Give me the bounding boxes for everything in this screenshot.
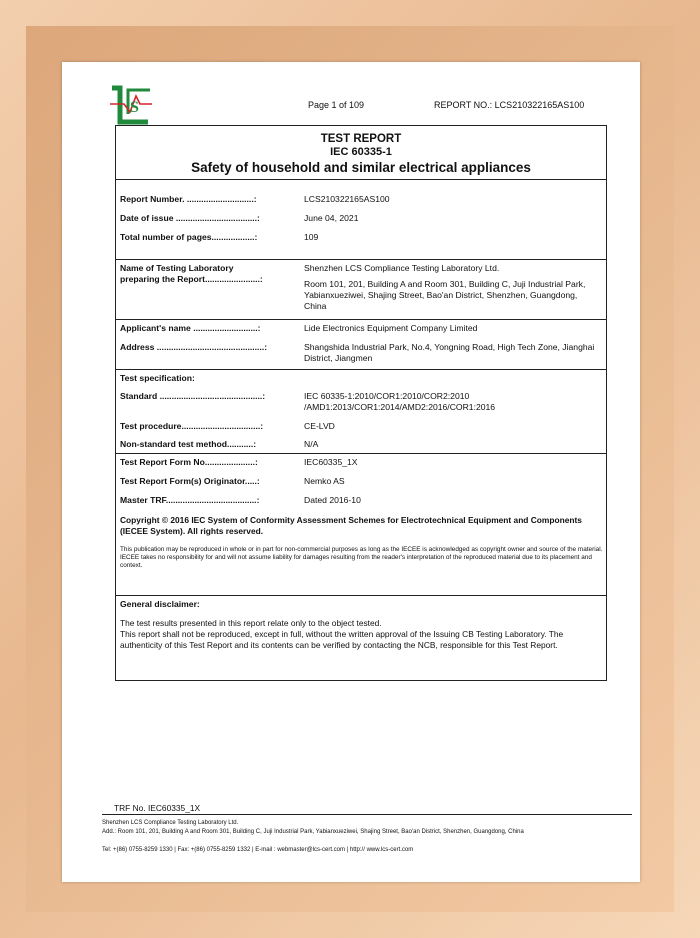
divider [116,259,606,260]
divider [116,595,606,596]
date-of-issue-row: Date of issue ..................................: June 04, 2021 [120,213,359,223]
footer-divider [102,814,632,815]
report-box [115,125,607,681]
footer-company: Shenzhen LCS Compliance Testing Laboratory Ltd. [102,820,239,826]
svg-text:S: S [130,99,139,116]
title-standard: IEC 60335-1 [330,146,392,158]
non-standard-row: Non-standard test method...........: N/A [120,439,319,449]
trf-number-footer: TRF No. IEC60335_1X [114,803,201,813]
copyright-notice: Copyright © 2016 IEC System of Conformity Assessment Schemes for Electrotechnical Equipment and Components (IECEE System). All rights reserved. [120,515,582,536]
procedure-row: Test procedure.................................: CE-LVD [120,421,335,431]
originator-row: Test Report Form(s) Originator.....: Nemko AS [120,476,345,486]
lcs-logo-icon [108,82,154,128]
total-pages-row: Total number of pages..................: 109 [120,232,319,242]
disclaimer-title: General disclaimer: [120,599,200,609]
standard-row: Standard ...........................................: IEC 60335-1:2010/COR1:2010/COR2:2010 /AMD1:2013/COR1:2014/AMD2:2016/COR1:2016 [120,391,496,412]
certificate-page [62,62,640,882]
report-number-header: REPORT NO.: LCS210322165AS100 [434,100,585,110]
publication-notice: This publication may be reproduced in whole or in part for non-commercial purposes as long as the IECEE is acknowledged as copyright owner and source of the material. IECEE takes no responsibility for and will not assume liability for damages resulting from the reader's interpretation of the reproduced material due to its placement and context. [120,546,603,569]
address-row: Address .............................................: Shangshida Industrial Park, No.4, Yongning Road, High Tech Zone, Jianghai District, Jiangmen [120,342,595,363]
test-spec-heading: Test specification: [120,373,195,383]
disclaimer-line-1: The test results presented in this report relate only to the object tested. [120,618,382,628]
form-no-row: Test Report Form No.....................: IEC60335_1X [120,457,358,467]
lab-name-row: Name of Testing Laboratory preparing the Report.......................: Shenzhen LCS Compliance Testing Laboratory Ltd. Room 101, 201, Building A and Room 301, Building C, Juji Industrial Park, Yabianxueziwei, Shajing Street, Bao'an District, Shenzhen, Guangdong, China [120,263,586,311]
title-subject: Safety of household and similar electrical appliances [191,160,531,175]
page-number: Page 1 of 109 [308,100,365,110]
footer-contact: Tel: +(86) 0755-8259 1330 | Fax: +(86) 0755-8259 1332 | E-mail : webmaster@lcs-cert.com | http:// www.lcs-cert.com [102,847,414,853]
divider [116,453,606,454]
title-test-report: TEST REPORT [320,133,402,145]
divider [116,319,606,320]
footer-address: Add.: Room 101, 201, Building A and Room 301, Building C, Juji Industrial Park, Yabianxueziwei, Shajing Street, Bao'an District, Shenzhen, Guangdong, China [102,829,524,835]
disclaimer-line-2: This report shall not be reproduced, except in full, without the written approval of the Issuing CB Testing Laboratory. The authenticity of this Test Report and its contents can be verified by contacting the NCB, responsible for this Test Report. [120,629,564,650]
report-number-row: Report Number. ............................: LCS210322165AS100 [120,194,390,204]
divider [116,369,606,370]
title-block [116,126,606,180]
master-trf-row: Master TRF......................................: Dated 2016-10 [120,495,361,505]
applicant-row: Applicant's name ...........................: Lide Electronics Equipment Company Limited [120,323,478,333]
